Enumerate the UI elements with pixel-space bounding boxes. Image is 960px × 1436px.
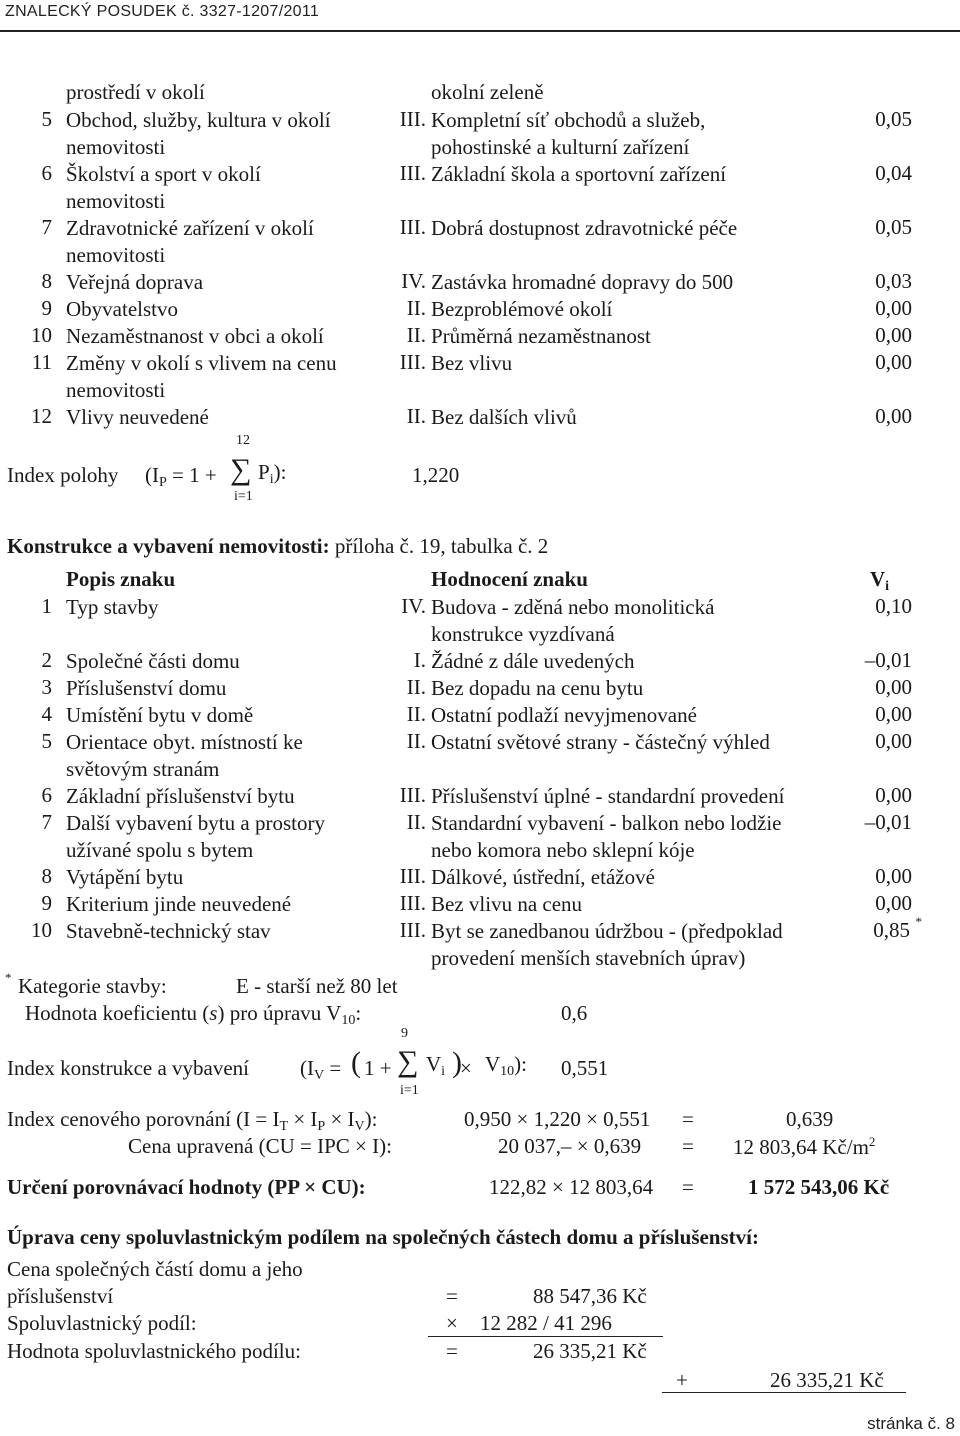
- row-value: 0,00: [875, 729, 912, 753]
- row-grade: III.: [399, 107, 426, 131]
- coefficient-label: [25, 1001, 361, 1029]
- cu-res: 12 803,64 Kč/m: [733, 1135, 869, 1159]
- cindex-close: ):: [514, 1052, 527, 1076]
- row-text: Ostatní podlaží nevyjmenované: [431, 703, 697, 727]
- row-text: Byt se zanedbanou údržbou - (předpoklad: [431, 919, 783, 943]
- fragment-text: okolní zeleně: [431, 80, 544, 104]
- row-number: 4: [41, 702, 52, 726]
- row-grade: II.: [406, 296, 426, 320]
- row-text-cont: provedení menších stavebních úprav): [431, 946, 746, 970]
- row-description: Další vybavení bytu a prostory: [66, 811, 325, 835]
- share-value: 12 282 / 41 296: [480, 1311, 612, 1335]
- row-number: 12: [31, 404, 52, 428]
- ci-x1: × I: [288, 1107, 318, 1131]
- index-label: Index polohy: [7, 463, 119, 487]
- comparison-index-label: [7, 1107, 378, 1135]
- row-number: 1: [41, 594, 52, 618]
- row-grade: III.: [399, 864, 426, 888]
- cindex-eq: =: [324, 1056, 342, 1080]
- row-text: Dobrá dostupnost zdravotnické péče: [431, 216, 738, 240]
- share-value-result: 26 335,21 Kč: [533, 1339, 647, 1363]
- row-text: Zastávka hromadné dopravy do 500: [431, 270, 734, 294]
- row-number: 6: [41, 783, 52, 807]
- reference-value-eq: =: [682, 1175, 694, 1199]
- row-text: Základní škola a sportovní zařízení: [431, 162, 727, 186]
- row-text: Ostatní světové strany - částečný výhled: [431, 730, 770, 754]
- term-sub: i: [269, 472, 274, 487]
- row-description: Typ stavby: [66, 595, 159, 619]
- cterm-v: V: [426, 1052, 442, 1076]
- reference-value-result: 1 572 543,06 Kč: [748, 1175, 890, 1199]
- coef-s: s: [209, 1001, 218, 1025]
- cindex-rparen: ): [452, 1046, 462, 1079]
- row-text: Žádné z dále uvedených: [431, 649, 635, 673]
- index-term: [258, 460, 286, 488]
- common-parts-label-a: Cena společných částí domu a jeho: [7, 1257, 303, 1281]
- row-grade: II.: [406, 675, 426, 699]
- cu-sup: 2: [868, 1134, 876, 1149]
- row-description-cont: užívané spolu s bytem: [66, 838, 254, 862]
- adjusted-price-result: [733, 1134, 875, 1160]
- row-description: Kriterium jinde neuvedené: [66, 892, 292, 916]
- total-value: 26 335,21 Kč: [770, 1368, 884, 1392]
- ci-end: ):: [364, 1107, 378, 1131]
- row-value: 0,03: [875, 269, 912, 293]
- row-number: 2: [41, 648, 52, 672]
- row-grade: I.: [413, 648, 426, 672]
- row-value: –0,01: [864, 810, 912, 834]
- cindex-open: [300, 1056, 341, 1084]
- row-value: 0,00: [875, 864, 912, 888]
- share-value-label: Hodnota spoluvlastnického podílu:: [7, 1339, 301, 1363]
- row-text-cont: konstrukce vyzdívaná: [431, 622, 615, 646]
- row-grade: II.: [406, 323, 426, 347]
- header-rule: [0, 30, 960, 32]
- cv10: V: [485, 1052, 501, 1076]
- row-text: Standardní vybavení - balkon nebo lodžie: [431, 811, 782, 835]
- construction-heading-ref: příloha č. 19, tabulka č. 2: [329, 534, 549, 558]
- csigma-symbol: ∑: [397, 1045, 419, 1078]
- construction-heading: [7, 534, 548, 559]
- common-parts-value: 88 547,36 Kč: [533, 1284, 647, 1308]
- row-grade: II.: [406, 702, 426, 726]
- col-header-eval: Hodnocení znaku: [431, 567, 588, 591]
- row-grade: II.: [406, 810, 426, 834]
- cindex-open-text: (I: [300, 1056, 314, 1080]
- document-header: ZNALECKÝ POSUDEK č. 3327-1207/2011: [5, 3, 320, 20]
- ci-x2: × I: [325, 1107, 355, 1131]
- ci-v: V: [354, 1119, 365, 1134]
- row-grade: IV.: [401, 269, 426, 293]
- cindex-times: ×: [460, 1056, 472, 1080]
- share-value-op: =: [446, 1339, 458, 1363]
- row-value: 0,00: [875, 675, 912, 699]
- adjustment-heading: Úprava ceny spoluvlastnickým podílem na společných částech domu a příslušenství:: [7, 1225, 759, 1249]
- row-description: Nezaměstnanost v obci a okolí: [66, 324, 324, 348]
- row-text: Bez vlivu na cenu: [431, 892, 583, 916]
- row-description: Vytápění bytu: [66, 865, 184, 889]
- row-number: 5: [41, 729, 52, 753]
- row-value: 0,00: [875, 891, 912, 915]
- row-grade: III.: [399, 891, 426, 915]
- row-description: Školství a sport v okolí: [66, 162, 261, 186]
- row-value: 0,85: [873, 918, 910, 942]
- category-label: Kategorie stavby:: [18, 974, 167, 998]
- total-underline: [662, 1392, 906, 1393]
- coefficient-value: 0,6: [561, 1001, 588, 1025]
- cindex-v10: [485, 1052, 527, 1080]
- common-parts-op: =: [446, 1284, 458, 1308]
- sigma-symbol: ∑: [230, 453, 252, 486]
- csum-lower: i=1: [400, 1083, 419, 1098]
- coef-colon: :: [355, 1001, 362, 1025]
- row-number: 10: [31, 918, 52, 942]
- row-number: 8: [41, 864, 52, 888]
- comparison-index-calc: 0,950 × 1,220 × 0,551: [464, 1107, 651, 1131]
- row-text: Bez dopadu na cenu bytu: [431, 676, 644, 700]
- row-value: 0,00: [875, 323, 912, 347]
- row-number: 7: [41, 810, 52, 834]
- row-value: 0,00: [875, 296, 912, 320]
- comparison-index-eq: =: [682, 1107, 694, 1131]
- index-eq: = 1 +: [166, 463, 217, 487]
- index-sub: P: [159, 475, 167, 490]
- row-number: 10: [31, 323, 52, 347]
- share-label: Spoluvlastnický podíl:: [7, 1311, 197, 1335]
- row-description: Základní příslušenství bytu: [66, 784, 295, 808]
- row-text: Budova - zděná nebo monolitická: [431, 595, 715, 619]
- reference-value-label: Určení porovnávací hodnoty (PP × CU):: [7, 1175, 366, 1199]
- row-description: Příslušenství domu: [66, 676, 227, 700]
- coef-sub: 10: [341, 1013, 356, 1028]
- share-op: ×: [446, 1311, 458, 1335]
- row-description: Zdravotnické zařízení v okolí: [66, 216, 314, 240]
- row-text-cont: nebo komora nebo sklepní kóje: [431, 838, 695, 862]
- row-description-cont: nemovitosti: [66, 243, 166, 267]
- csum-upper: 9: [401, 1026, 408, 1041]
- construction-heading-bold: Konstrukce a vybavení nemovitosti:: [7, 534, 330, 558]
- coef-a: Hodnota koeficientu (: [25, 1001, 210, 1025]
- col-header-desc: Popis znaku: [66, 567, 176, 591]
- cterm-sub: i: [441, 1064, 446, 1079]
- row-value: 0,00: [875, 404, 912, 428]
- row-description: Veřejná doprava: [66, 270, 204, 294]
- cindex-one: 1 +: [364, 1056, 392, 1080]
- row-grade: III.: [399, 161, 426, 185]
- ci-p: P: [317, 1119, 326, 1134]
- row-text: Bez dalších vlivů: [431, 405, 577, 429]
- row-value: 0,05: [875, 215, 912, 239]
- term-p: P: [258, 460, 270, 484]
- category-value: E - starší než 80 let: [236, 974, 398, 998]
- note-star: *: [5, 970, 12, 985]
- row-text-cont: pohostinské a kulturní zařízení: [431, 135, 690, 159]
- row-grade: IV.: [401, 594, 426, 618]
- location-index-value: 1,220: [412, 463, 460, 487]
- row-grade: III.: [399, 215, 426, 239]
- col-header-val: [870, 567, 889, 595]
- ci-a: Index cenového porovnání (I = I: [7, 1107, 280, 1131]
- row-description-cont: nemovitosti: [66, 189, 166, 213]
- row-description: Společné části domu: [66, 649, 240, 673]
- total-op: +: [676, 1368, 688, 1392]
- index-close: ):: [273, 460, 287, 484]
- cindex-sub: V: [314, 1068, 325, 1083]
- row-number: 3: [41, 675, 52, 699]
- row-description: Umístění bytu v domě: [66, 703, 254, 727]
- adjusted-price-calc: 20 037,– × 0,639: [498, 1134, 642, 1158]
- col-val-v: V: [870, 567, 886, 591]
- row-value: 0,10: [875, 594, 912, 618]
- row-number: 6: [41, 161, 52, 185]
- index-open-text: (I: [145, 463, 159, 487]
- index-open: [145, 463, 217, 491]
- row-text: Kompletní síť obchodů a služeb,: [431, 108, 706, 132]
- ci-t: T: [279, 1119, 289, 1134]
- row-description-cont: nemovitosti: [66, 135, 166, 159]
- row-number: 9: [41, 296, 52, 320]
- fragment-desc: prostředí v okolí: [66, 80, 205, 104]
- row-value: –0,01: [864, 648, 912, 672]
- row-description: Orientace obyt. místností ke: [66, 730, 303, 754]
- cindex-term: [426, 1052, 445, 1080]
- construction-index-value: 0,551: [561, 1056, 609, 1080]
- cv10-sub: 10: [500, 1064, 515, 1079]
- row-value: 0,05: [875, 107, 912, 131]
- row-description-cont: nemovitosti: [66, 378, 166, 402]
- row-description-cont: světovým stranám: [66, 757, 220, 781]
- share-underline: [428, 1336, 663, 1337]
- coef-b: ) pro úpravu V: [217, 1001, 342, 1025]
- page-number: stránka č. 8: [867, 1414, 955, 1433]
- reference-value-calc: 122,82 × 12 803,64: [489, 1175, 654, 1199]
- row-text: Bezproblémové okolí: [431, 297, 613, 321]
- comparison-index-result: 0,639: [786, 1107, 834, 1131]
- cindex-lparen: (: [351, 1046, 361, 1079]
- row-value: 0,00: [875, 783, 912, 807]
- row-grade: III.: [399, 783, 426, 807]
- row-value: 0,00: [875, 702, 912, 726]
- adjusted-price-eq: =: [682, 1134, 694, 1158]
- common-parts-label-b: příslušenství: [7, 1284, 114, 1308]
- row-value-star: *: [915, 914, 922, 929]
- row-number: 5: [41, 107, 52, 131]
- row-description: Vlivy neuvedené: [66, 405, 209, 429]
- row-value: 0,04: [875, 161, 912, 185]
- row-description: Obchod, služby, kultura v okolí: [66, 108, 331, 132]
- row-number: 11: [31, 350, 52, 374]
- row-text: Dálkové, ústřední, etážové: [431, 865, 655, 889]
- row-grade: III.: [399, 350, 426, 374]
- row-number: 9: [41, 891, 52, 915]
- row-text: Bez vlivu: [431, 351, 513, 375]
- cindex-label: Index konstrukce a vybavení: [7, 1056, 250, 1080]
- row-grade: II.: [406, 404, 426, 428]
- row-value: 0,00: [875, 350, 912, 374]
- row-grade: II.: [406, 729, 426, 753]
- row-description: Změny v okolí s vlivem na cenu: [66, 351, 337, 375]
- row-description: Stavebně-technický stav: [66, 919, 271, 943]
- adjusted-price-label: Cena upravená (CU = IPC × I):: [128, 1134, 392, 1158]
- col-val-sub: i: [885, 579, 890, 594]
- row-description: Obyvatelstvo: [66, 297, 178, 321]
- row-text: Příslušenství úplné - standardní provedení: [431, 784, 785, 808]
- sum-lower: i=1: [234, 489, 253, 504]
- row-text: Průměrná nezaměstnanost: [431, 324, 651, 348]
- row-number: 8: [41, 269, 52, 293]
- row-number: 7: [41, 215, 52, 239]
- sum-upper: 12: [236, 433, 250, 448]
- row-grade: III.: [399, 918, 426, 942]
